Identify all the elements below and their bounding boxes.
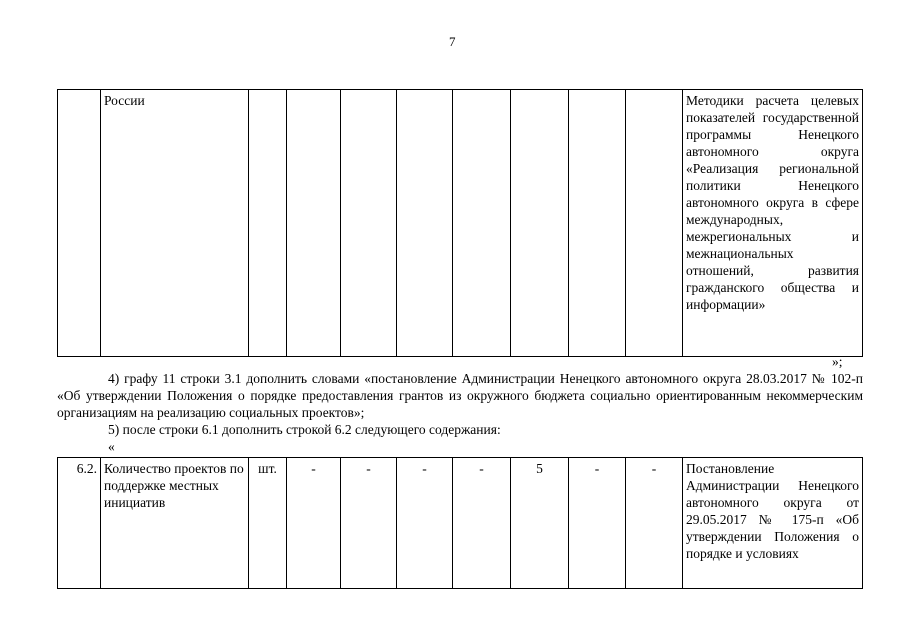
- value-cell: [287, 90, 341, 357]
- value-cell: [341, 90, 397, 357]
- indicator-table-continuation: [57, 89, 863, 357]
- value-cell: [287, 458, 341, 589]
- value: -: [651, 461, 657, 476]
- value: -: [422, 461, 427, 476]
- amendment-text: [57, 370, 863, 438]
- indicator-name: России: [104, 93, 145, 108]
- indicator-name: Количество проектов по поддержке местных инициатив: [104, 461, 244, 510]
- row-number-cell: [58, 90, 101, 357]
- table-row: [58, 90, 863, 357]
- value-cell: [397, 458, 453, 589]
- value-cell: [453, 458, 511, 589]
- value: -: [479, 461, 484, 476]
- value-cell: [511, 90, 569, 357]
- unit: шт.: [258, 461, 277, 476]
- value-cell: [626, 90, 683, 357]
- value-cell: [626, 458, 683, 589]
- table-row: [58, 458, 863, 589]
- row-number-cell: [58, 458, 101, 589]
- source-text: Постановление Администрации Ненецкого автономного округа от 29.05.2017 № 175-п «Об утверждении Положения о порядке и условиях: [686, 461, 859, 561]
- value-cell: [453, 90, 511, 357]
- value-cell: [397, 90, 453, 357]
- source-cell: [683, 90, 863, 357]
- indicator-table-new-row: [57, 457, 863, 589]
- closing-quote: »;: [832, 354, 843, 369]
- unit-cell: [249, 90, 287, 357]
- value-cell: [569, 90, 626, 357]
- source-cell: [683, 458, 863, 589]
- source-text: Методики расчета целевых показателей государственной программы Ненецкого автономного округа «Реализация региональной политики Ненецкого автономного округа в сфере международных, межрегиональных и межнациональных отношений, развития гражданского общества и информации»: [686, 93, 859, 312]
- value: -: [594, 461, 600, 476]
- indicator-name-cell: [101, 90, 249, 357]
- value-cell: [569, 458, 626, 589]
- page-number: 7: [449, 34, 456, 49]
- indicator-name-cell: [101, 458, 249, 589]
- paragraph-4: 4) графу 11 строки 3.1 дополнить словами «постановление Администрации Ненецкого автономного округа 28.03.2017 № 102-п «Об утверждении Положения о порядке предоставления грантов из окружного бюджета социально ориентированным некоммерческим организациям на реализацию социальных проектов»;: [57, 371, 863, 420]
- value: 5: [536, 461, 543, 476]
- opening-quote: «: [108, 439, 115, 454]
- paragraph-5: 5) после строки 6.1 дополнить строкой 6.2 следующего содержания:: [108, 422, 501, 437]
- value: -: [311, 461, 316, 476]
- row-number: 6.2.: [76, 461, 97, 476]
- value-cell: [341, 458, 397, 589]
- value-cell: [511, 458, 569, 589]
- value: -: [366, 461, 371, 476]
- unit-cell: [249, 458, 287, 589]
